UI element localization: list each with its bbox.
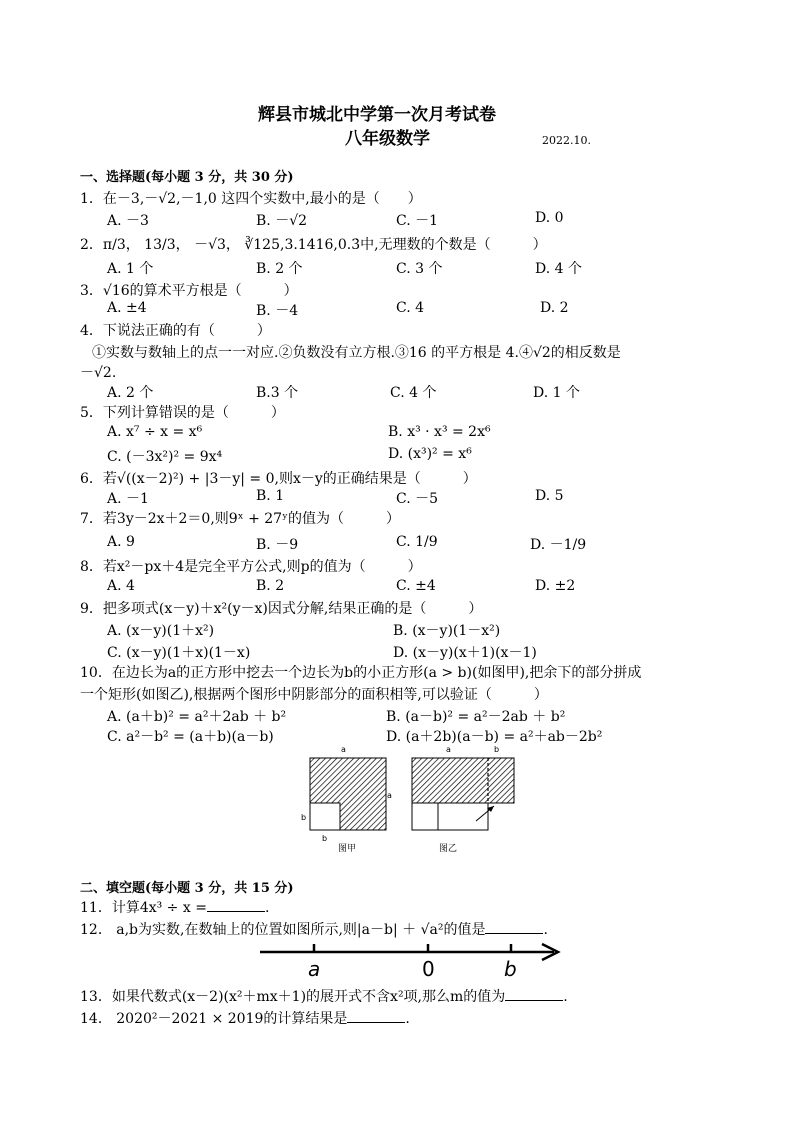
figure-yi [412, 745, 514, 854]
option-d: D. (x－y)(x＋1)(x－1) [393, 645, 537, 661]
option-b: B. (a－b)² = a²－2ab ＋ b² [386, 709, 566, 725]
fill-question [80, 897, 269, 917]
label-a-top: a [341, 745, 346, 754]
option-d: D. －1/9 [530, 537, 587, 553]
fill-question [80, 986, 568, 1006]
option-a: A. x⁷ ÷ x = x⁶ [107, 424, 203, 440]
option-b: B.3 个 [256, 385, 299, 401]
question-stem: 10．在边长为a的正方形中挖去一个边长为b的小正方形(a > b)(如图甲),把余下的部分拼成 [80, 665, 642, 681]
question-stem: 8．若x²－px＋4是完全平方公式,则p的值为（ ） [80, 559, 422, 575]
question-stem: 1．在－3,－√2,－1,0 这四个实数中,最小的是（ ） [80, 191, 422, 207]
caption-yi: 图乙 [439, 844, 458, 854]
option-a: A. 1 个 [107, 261, 154, 277]
caption-jia: 图甲 [338, 844, 357, 854]
question-suffix: . [264, 900, 270, 916]
option-c: C. 3 个 [396, 261, 443, 277]
option-c: C. (x－y)(1＋x)(1－x) [107, 645, 251, 661]
option-c: C. －1 [396, 213, 439, 229]
question-text: 13．如果代数式(x－2)(x²＋mx＋1)的展开式不含x²项,那么m的值为 [80, 989, 506, 1005]
option-b: B. (x－y)(1－x²) [393, 623, 501, 639]
question-text: 14． 2020²－2021 × 2019的计算结果是 [80, 1011, 348, 1027]
answer-blank [347, 1010, 405, 1023]
question-text: 12． a,b为实数,在数轴上的位置如图所示,则|a－b| ＋ √a²的值是 [80, 922, 486, 938]
option-d: D. 2 [540, 300, 569, 316]
option-c: C. 4 个 [390, 385, 437, 401]
option-b: B. x³ · x³ = 2x⁶ [388, 424, 491, 440]
question-stem: 9．把多项式(x－y)＋x²(y－x)因式分解,结果正确的是（ ） [80, 601, 483, 617]
section-heading: 一、选择题(每小题 3 分，共 30 分) [80, 170, 294, 185]
option-a: A. (a＋b)² = a²＋2ab ＋ b² [107, 709, 287, 725]
option-a: A. ±4 [107, 300, 147, 316]
page-subtitle: 八年级数学 [345, 129, 430, 149]
number-line-label-a: a [308, 957, 321, 981]
fill-question [80, 1008, 410, 1028]
question-suffix: . [563, 989, 568, 1005]
number-line-label-0: 0 [422, 957, 435, 981]
option-b: B. －√2 [256, 213, 308, 229]
option-a: A. －1 [107, 491, 149, 507]
answer-blank [207, 899, 265, 912]
label-a-right: a [387, 791, 392, 800]
option-b: B. 2 [256, 578, 285, 594]
answer-blank [505, 988, 563, 1001]
question-stem: 6．若√((x－2)²) + |3－y| = 0,则x－y的正确结果是（ ） [80, 471, 477, 487]
option-c: C. 4 [396, 300, 425, 316]
label-b-left: b [301, 813, 307, 822]
option-d: D. (x³)² = x⁶ [388, 446, 472, 462]
option-a: A. 9 [107, 534, 135, 550]
option-b: B. 1 [256, 488, 285, 504]
option-b: B. －4 [256, 303, 299, 319]
question-suffix: . [543, 922, 548, 938]
option-c: C. (－3x²)² = 9x⁴ [107, 449, 223, 465]
label-a-top: a [446, 745, 451, 754]
question-text: 11．计算4x³ ÷ x = [80, 900, 207, 916]
label-b-bottom: b [322, 834, 328, 843]
question-suffix: . [405, 1011, 410, 1027]
question-stem: 7．若3y－2x＋2＝0,则9ˣ + 27ʸ的值为（ ） [80, 511, 401, 527]
section-heading: 二、填空题(每小题 3 分，共 15 分) [80, 881, 294, 896]
option-b: B. －9 [256, 537, 299, 553]
option-a: A. (x－y)(1＋x²) [107, 623, 215, 639]
option-d: D. 4 个 [535, 261, 582, 277]
question-detail: －√2. [80, 365, 117, 381]
question-stem: 5．下列计算错误的是（ ） [80, 405, 285, 421]
answer-blank [485, 921, 543, 934]
figure-jia [301, 745, 392, 854]
option-c: C. ±4 [396, 578, 436, 594]
option-a: A. 4 [107, 578, 135, 594]
fill-question [80, 919, 548, 939]
option-d: D. 0 [535, 210, 564, 226]
question-detail: ①实数与数轴上的点一一对应.②负数没有立方根.③16 的平方根是 4.④√2的相反数是 [92, 345, 621, 361]
number-line [258, 938, 568, 988]
page-title: 辉县市城北中学第一次月考试卷 [258, 105, 496, 125]
question-stem: 2．π/3， 13/3， －√3， ∛125,3.1416,0.3̇中,无理数的个数是（ ） [80, 237, 547, 253]
question-stem-continued: 一个矩形(如图乙),根据两个图形中阴影部分的面积相等,可以验证（ ） [80, 687, 548, 703]
option-c: C. 1/9 [396, 534, 438, 550]
option-b: B. 2 个 [256, 261, 303, 277]
number-line-label-b: b [504, 957, 517, 981]
option-c: C. －5 [396, 491, 439, 507]
question-stem: 3．√16的算术平方根是（ ） [80, 283, 298, 299]
option-d: D. (a＋2b)(a－b) = a²＋ab－2b² [386, 729, 603, 745]
option-d: D. 1 个 [533, 385, 580, 401]
square-figures [296, 742, 536, 860]
option-a: A. 2 个 [107, 385, 154, 401]
question-stem: 4．下说法正确的有（ ） [80, 323, 271, 339]
option-a: A. －3 [107, 213, 149, 229]
option-d: D. 5 [535, 488, 564, 504]
option-c: C. a²－b² = (a＋b)(a－b) [107, 729, 274, 745]
exam-date: 2022.10. [542, 134, 591, 147]
label-b-top: b [494, 745, 500, 754]
option-d: D. ±2 [535, 578, 576, 594]
